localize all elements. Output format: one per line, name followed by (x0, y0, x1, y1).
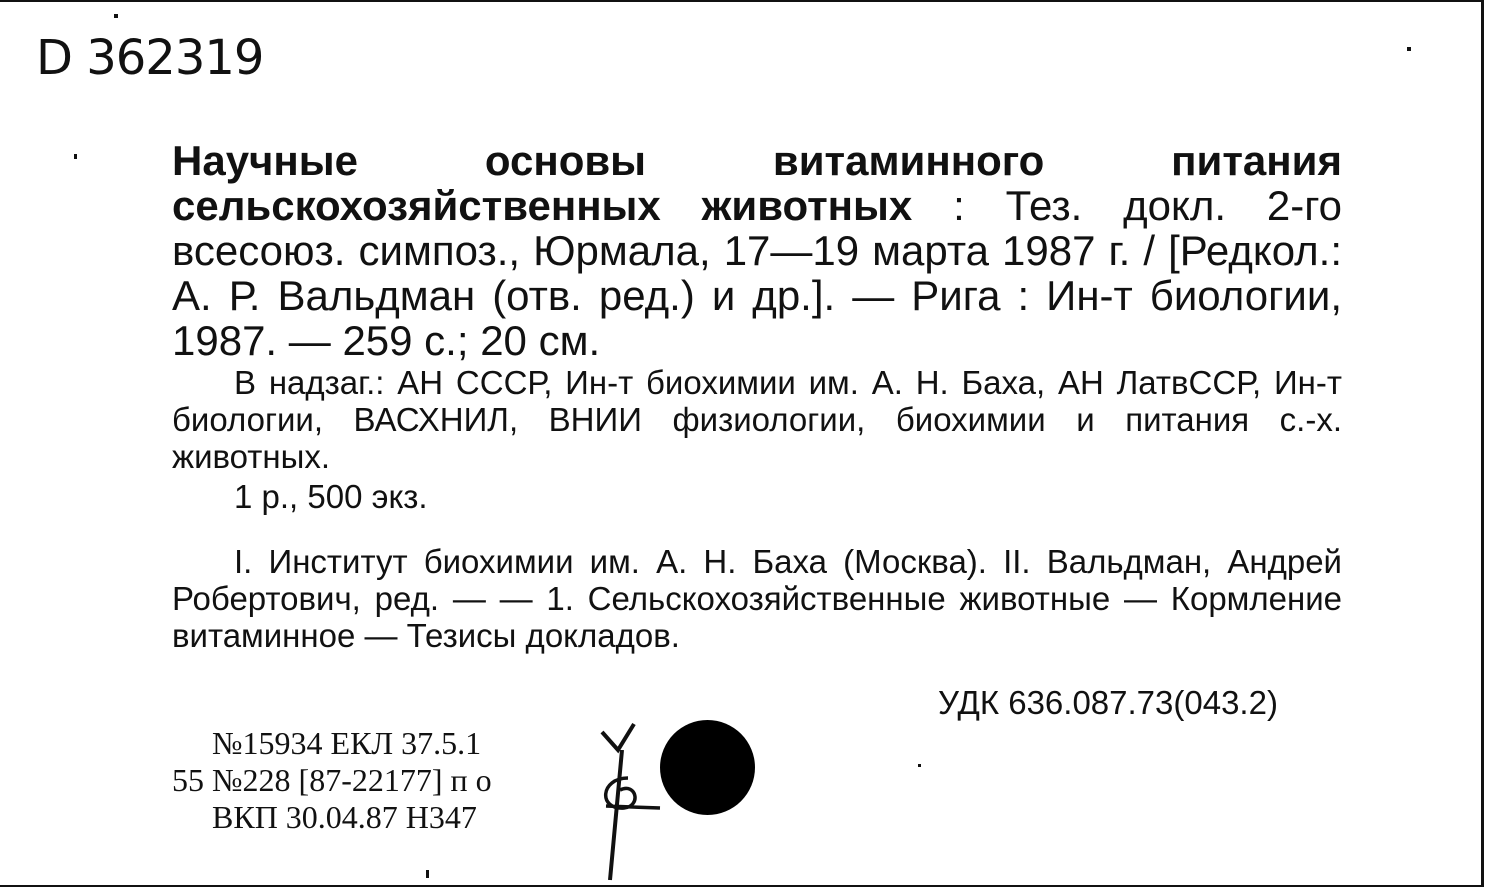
punch-hole-mark (660, 720, 755, 815)
bibliographic-description (172, 138, 1342, 363)
handwritten-mark (580, 720, 670, 885)
registration-line-2: 55 №228 [87-22177] п о (172, 762, 492, 798)
imprint: : Тез. докл. 2-го всесоюз. симпоз., Юрмала, 17—19 марта 1987 г. / [Редкол.: А. Р. Вальдман (отв. ред.) и др.]. — Рига : Ин-т биологии, 1987. — 259 с.; 20 см. (172, 182, 1342, 364)
speck (1407, 47, 1411, 51)
speck (74, 154, 77, 159)
udk-code: УДК 636.087.73(043.2) (938, 684, 1278, 721)
speck (426, 870, 429, 878)
call-number: D 362319 (36, 30, 264, 86)
price-copies: 1 р., 500 экз. (234, 478, 428, 515)
speck (918, 764, 921, 767)
annotation: В надзаг.: АН СССР, Ин-т биохимии им. А. Н. Баха, АН ЛатвССР, Ин-т биологии, ВАСХНИЛ, ВНИИ физиологии, биохимии и питания с.-х. животных. (172, 364, 1342, 475)
speck (114, 14, 118, 18)
registration-line-3: ВКП 30.04.87 Н347 (172, 799, 477, 835)
registration-block (172, 725, 492, 836)
tracings: I. Институт биохимии им. А. Н. Баха (Москва). II. Вальдман, Андрей Робертович, ред. — — 1. Сельскохозяйственные животные — Кормление витаминное — Тезисы докладов. (172, 543, 1342, 654)
registration-line-1: №15934 ЕКЛ 37.5.1 (172, 725, 482, 761)
title: Научные основы витаминного питания сельскохозяйственных животных (172, 137, 1342, 229)
